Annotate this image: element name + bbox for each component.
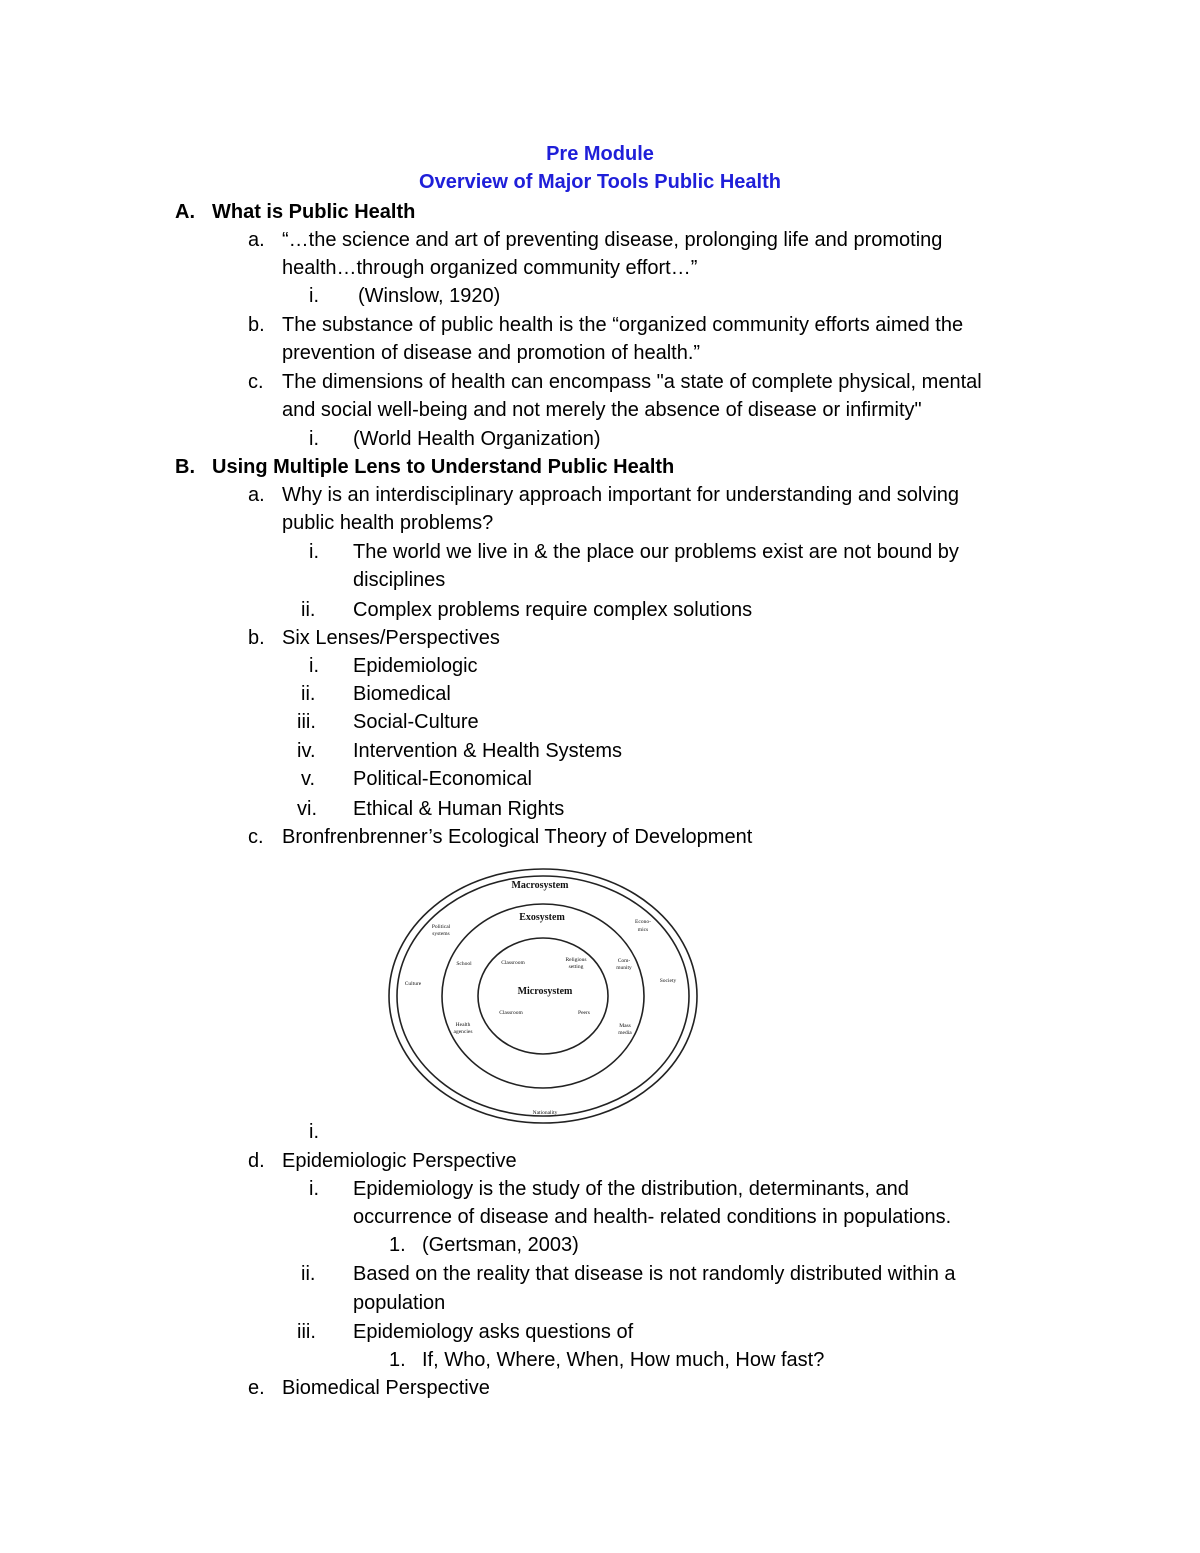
b-item-a-line2: public health problems? — [282, 512, 494, 534]
a-item-a-marker: a. — [248, 229, 265, 251]
d-i-line2: occurrence of disease and health- related conditions in populations. — [353, 1206, 952, 1228]
b-item-e-marker: e. — [248, 1377, 265, 1399]
a-item-a-cite-marker: i. — [309, 285, 319, 307]
society-label: Society — [659, 978, 677, 984]
religious-setting-label: setting — [568, 964, 584, 970]
diagram-marker: i. — [309, 1121, 319, 1143]
d-i-marker: i. — [309, 1178, 319, 1200]
b-item-b-marker: b. — [248, 627, 265, 649]
b-item-d-text: Epidemiologic Perspective — [282, 1150, 517, 1172]
page-subtitle: Overview of Major Tools Public Health — [419, 171, 781, 193]
mass-media-label: Mass — [619, 1023, 631, 1029]
nationality-label: Nationality — [532, 1110, 558, 1116]
section-a-heading: What is Public Health — [212, 201, 416, 223]
a-item-c-line2: and social well-being and not merely the absence of disease or infirmity" — [282, 399, 922, 421]
economics-label: mics — [637, 927, 649, 933]
d-i-cite: (Gertsman, 2003) — [422, 1234, 579, 1256]
b-item-c-text: Bronfrenbrenner’s Ecological Theory of Development — [282, 826, 753, 848]
microsystem-label: Microsystem — [517, 986, 573, 997]
lens-item: Biomedical — [353, 683, 451, 705]
b-item-d-marker: d. — [248, 1150, 265, 1172]
peers-label: Peers — [578, 1010, 590, 1016]
a-item-c-line1: The dimensions of health can encompass "a state of complete physical, mental — [282, 371, 982, 393]
d-ii-marker: ii. — [301, 1263, 316, 1285]
lens-marker: iv. — [297, 740, 316, 762]
lens-marker: v. — [301, 768, 316, 790]
a-item-a-line2: health…through organized community effort…” — [282, 257, 698, 279]
religious-setting-label: Religious — [565, 957, 587, 963]
lens-item: Epidemiologic — [353, 655, 478, 677]
b-item-a-sub-marker: i. — [309, 541, 319, 563]
lens-marker: vi. — [297, 798, 317, 820]
a-item-c-marker: c. — [248, 371, 264, 393]
school-label: School — [456, 961, 472, 967]
b-item-c-marker: c. — [248, 826, 264, 848]
mass-media-label: media — [618, 1030, 632, 1036]
classroom-label: Classroom — [499, 1010, 523, 1016]
a-item-c-cite-marker: i. — [309, 428, 319, 450]
lens-item: Social-Culture — [353, 711, 479, 733]
ecological-systems-diagram — [385, 863, 700, 1126]
b-item-a-marker: a. — [248, 484, 265, 506]
section-b-marker: B. — [175, 456, 195, 478]
b-item-a-line1: Why is an interdisciplinary approach important for understanding and solving — [282, 484, 960, 506]
classroom-label: Classroom — [501, 960, 525, 966]
lens-item: Political-Economical — [353, 768, 532, 790]
community-label: Com- — [617, 958, 631, 964]
a-item-b-line1: The substance of public health is the “organized community efforts aimed the — [282, 314, 964, 336]
a-item-a-line1: “…the science and art of preventing disease, prolonging life and promoting — [282, 229, 943, 251]
lens-item: Ethical & Human Rights — [353, 798, 565, 820]
lens-marker: ii. — [301, 683, 316, 705]
b-item-a-sub-line2: disciplines — [353, 569, 446, 591]
b-item-b-text: Six Lenses/Perspectives — [282, 627, 500, 649]
lens-marker: i. — [309, 655, 319, 677]
a-item-b-line2: prevention of disease and promotion of health.” — [282, 342, 701, 364]
d-iii-q-marker: 1. — [389, 1349, 406, 1371]
d-ii-line2: population — [353, 1292, 446, 1314]
d-ii-line1: Based on the reality that disease is not randomly distributed within a — [353, 1263, 956, 1285]
political-label: systems — [432, 931, 450, 937]
section-a-marker: A. — [175, 201, 195, 223]
d-iii-text: Epidemiology asks questions of — [353, 1321, 634, 1343]
b-item-a-sub-line1: Complex problems require complex solutions — [353, 599, 753, 621]
d-iii-marker: iii. — [297, 1321, 316, 1343]
b-item-e-text: Biomedical Perspective — [282, 1377, 490, 1399]
a-item-c-cite: (World Health Organization) — [353, 428, 601, 450]
b-item-a-sub-marker: ii. — [301, 599, 316, 621]
political-label: Political — [431, 924, 451, 930]
d-iii-questions: If, Who, Where, When, How much, How fast? — [422, 1349, 825, 1371]
d-i-cite-marker: 1. — [389, 1234, 406, 1256]
b-item-a-sub-line1: The world we live in & the place our problems exist are not bound by — [353, 541, 959, 563]
health-agencies-label: agencies — [453, 1029, 473, 1035]
lens-marker: iii. — [297, 711, 316, 733]
health-agencies-label: Health — [455, 1022, 471, 1028]
community-label: munity — [616, 965, 632, 971]
exosystem-label: Exosystem — [519, 912, 565, 923]
section-b-heading: Using Multiple Lens to Understand Public Health — [212, 456, 675, 478]
culture-label: Culture — [404, 981, 422, 987]
lens-item: Intervention & Health Systems — [353, 740, 623, 762]
macrosystem-label: Macrosystem — [511, 880, 569, 891]
page-title: Pre Module — [546, 143, 654, 165]
d-i-line1: Epidemiology is the study of the distribution, determinants, and — [353, 1178, 909, 1200]
a-item-b-marker: b. — [248, 314, 265, 336]
economics-label: Econo- — [635, 919, 651, 925]
a-item-a-cite: (Winslow, 1920) — [358, 285, 501, 307]
